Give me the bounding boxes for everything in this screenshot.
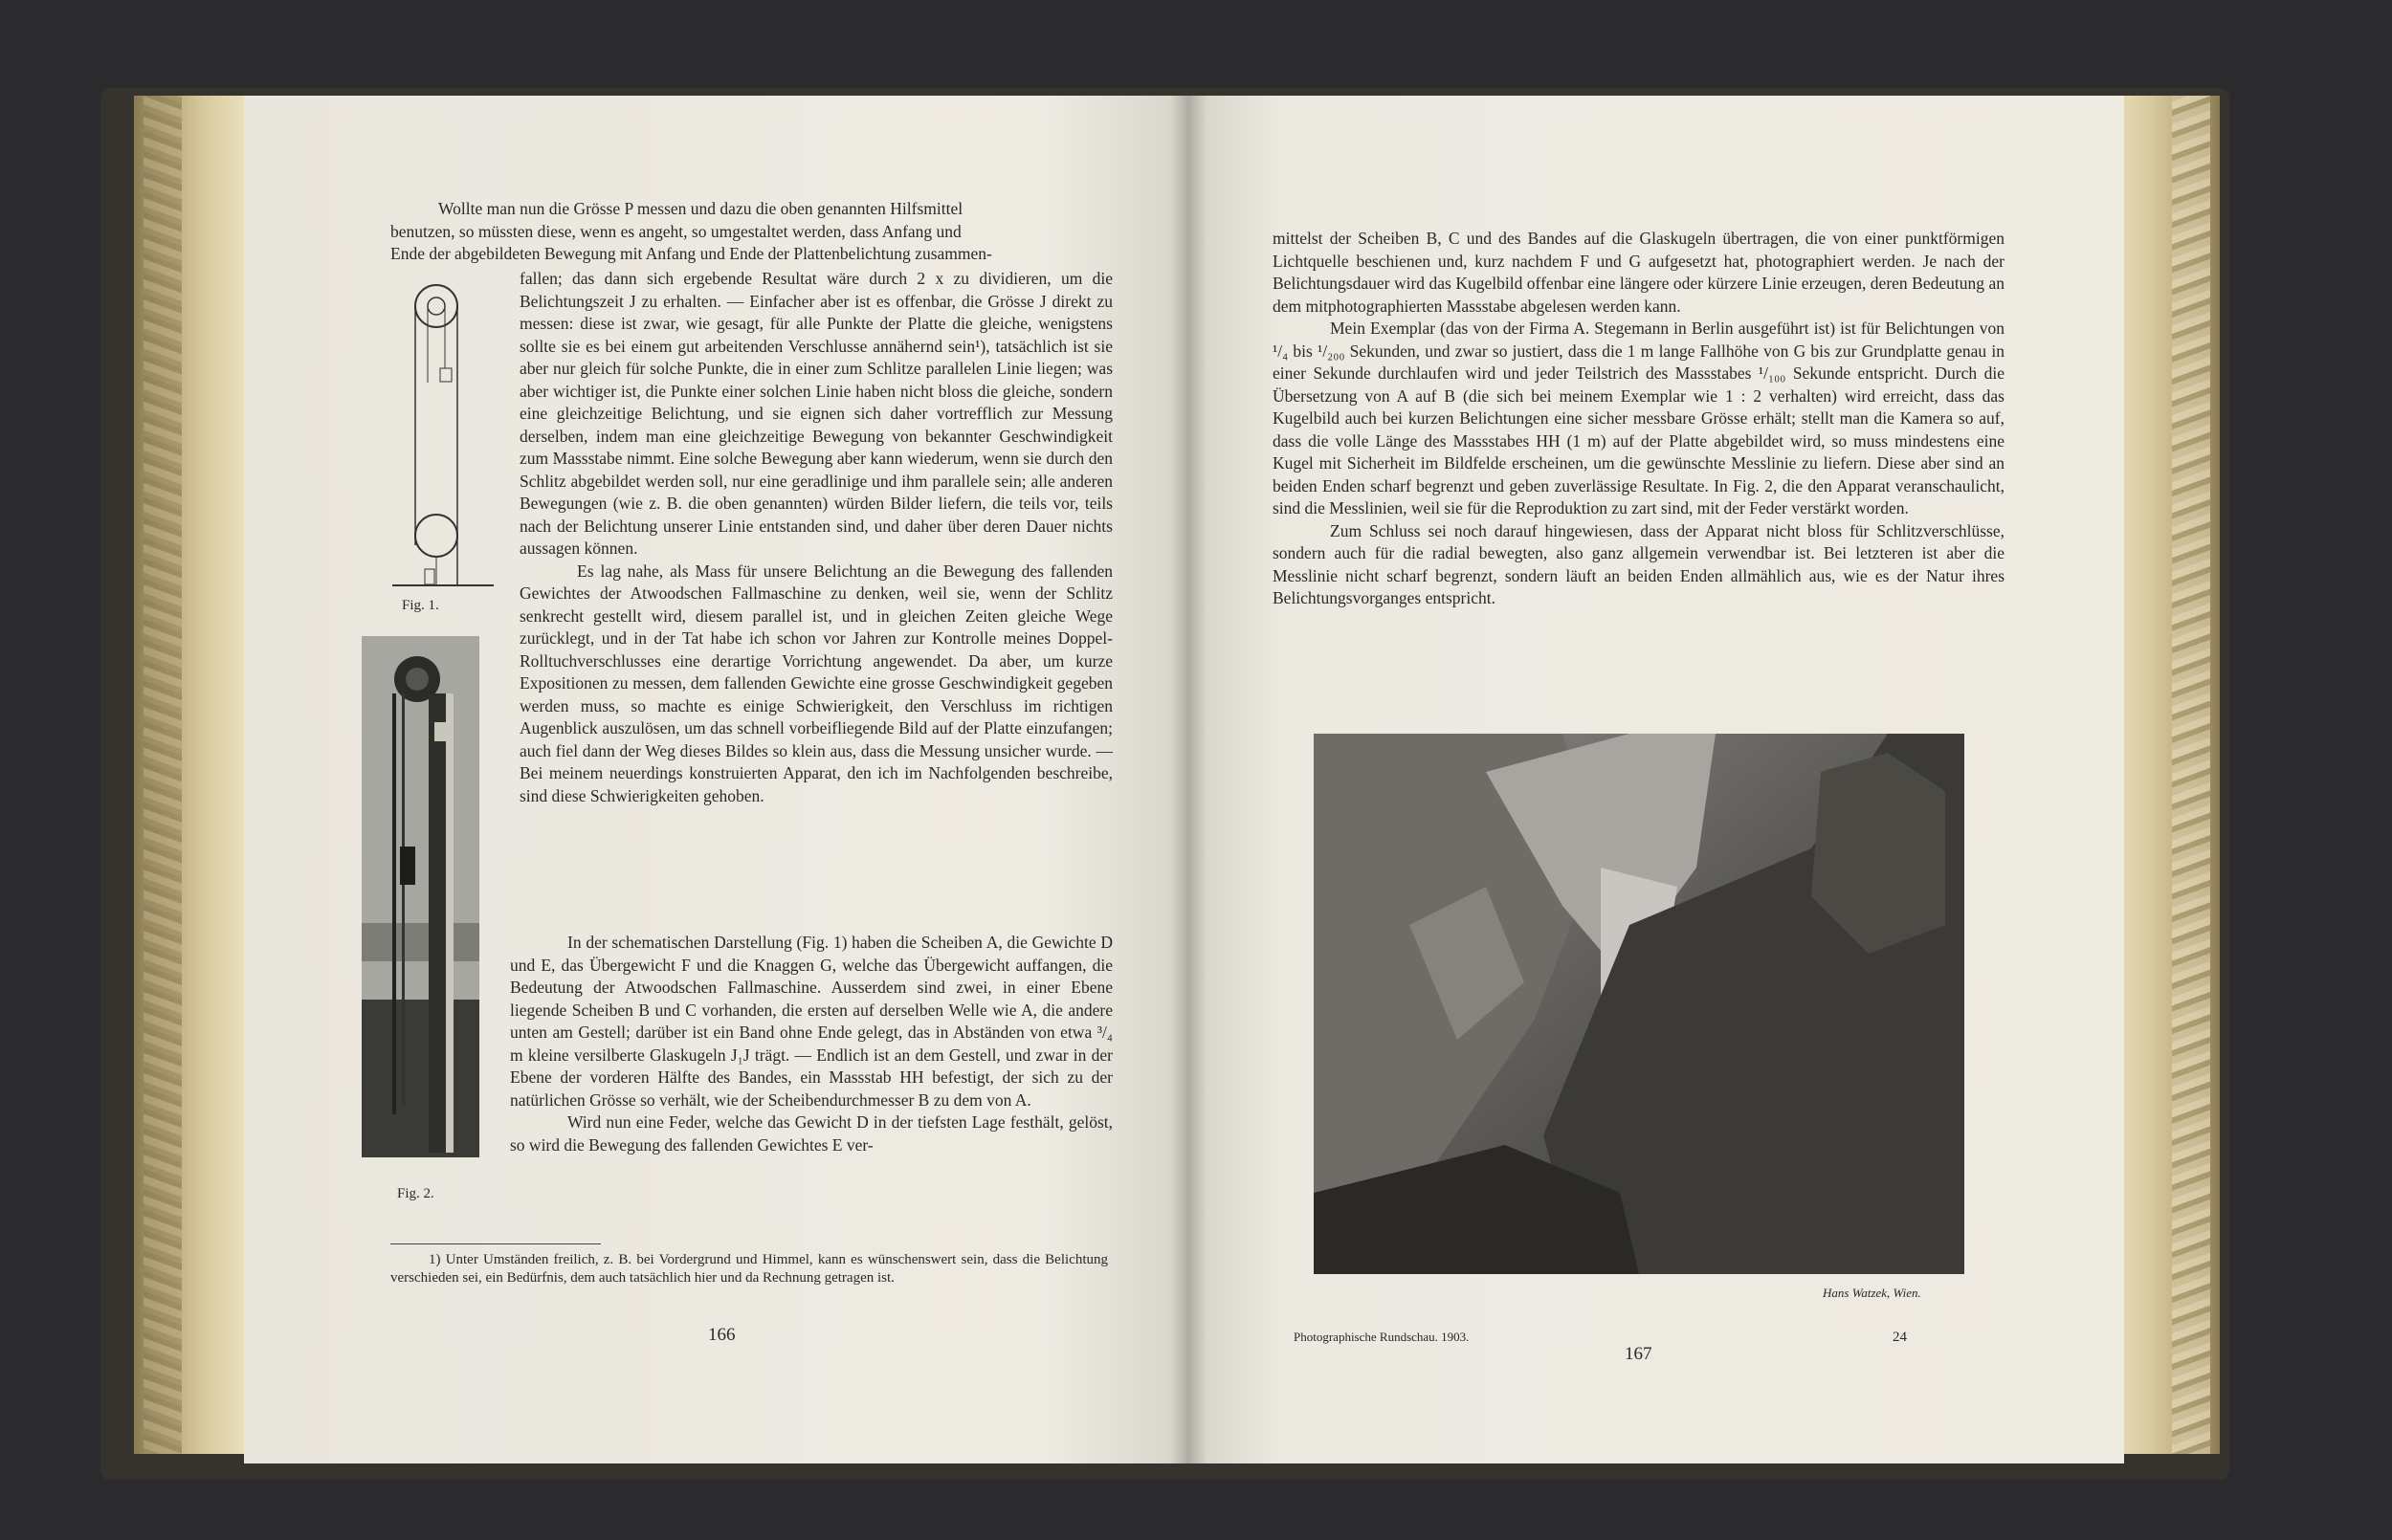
footnote <box>390 1251 1108 1287</box>
marbled-edge-right <box>2172 96 2210 1454</box>
marbled-edge-left <box>144 96 182 1454</box>
fig1-schematic-diagram <box>390 277 496 603</box>
book-gutter <box>1169 96 1207 1463</box>
page-number-right: 167 <box>1625 1344 1652 1364</box>
text-line: Ende der abgebildeten Bewegung mit Anfang und Ende der Plattenbelichtung zusammen- <box>390 244 992 263</box>
left-page-body-lower <box>510 932 1113 1156</box>
right-page-body <box>1273 228 2004 610</box>
footnote-text: 1) Unter Umständen freilich, z. B. bei Vordergrund und Himmel, kann es wünschenswert sein, dass die Belichtung verschieden sei, ein Bedürfnis, dem auch tatsächlich hier und da Rechnung getragen ist. <box>390 1252 1108 1286</box>
text-line: Wollte man nun die Grösse P messen und dazu die oben genannten Hilfsmittel <box>438 199 963 218</box>
footnote-rule <box>390 1243 601 1244</box>
fig1-caption: Fig. 1. <box>402 598 439 613</box>
paragraph: Mein Exemplar (das von der Firma A. Stegemann in Berlin ausgeführt ist) ist für Belichtungen von ¹/₄ bis ¹/₂₀₀ Sekunden, und zwar so justiert, dass die 1 m lange Fallhöhe von G bis zur Grundplatte genau in einer Sekunde durchlaufen wird und jeder Teilstrich des Massstabes ¹/₁₀₀ Sekunde entspricht. Durch die Übersetzung von A auf B (die sich bei meinem Exemplar wie 1 : 2 verhalten) wird erreicht, dass das Kugelbild auch bei kurzen Belichtungen eine sicher messbare Grösse erhält; stellt man die Kamera so auf, dass die volle Länge des Massstabes HH (1 m) auf der Platte abgebildet wird, so muss mindestens eine Kugel mit Sicherheit im Bildfelde erscheinen, um die gewünschte Messlinie zu liefern. Diese aber sind an beiden Enden scharf begrenzt und geben zuverlässige Resultate. In Fig. 2, die den Apparat veranschaulicht, sind die Messlinien, weil sie für die Reproduktion zu zart sind, mit der Feder verstärkt worden. <box>1273 319 2004 517</box>
paragraph: Es lag nahe, als Mass für unsere Belichtung an die Bewegung des fallenden Gewichtes der Atwoodschen Fallmaschine zu denken, weil sie, wenn der Schlitz senkrecht gestellt wird, diesem parallel ist, und in gleichen Zeiten gleiche Wege zurücklegt, und in der Tat habe ich schon vor Jahren zur Kontrolle meines Doppel-Rolltuchverschlusses eine derartige Vorrichtung angewendet. Da aber, um kurze Expositionen zu messen, dem fallenden Gewichte eine grosse Geschwindigkeit gegeben werden muss, so machte es einige Schwierigkeit, den Verschluss im richtigen Augenblick auszulösen, um das schnell vorbeifliegende Bild auf der Platte einzufangen; auch fiel dann der Weg dieses Bildes so klein aus, dass die Messung unsicher wurde. — Bei meinem neuerdings konstruierten Apparat, den ich im Nachfolgenden beschreibe, sind diese Schwierigkeiten gehoben. <box>520 561 1113 805</box>
photo-credit: Hans Watzek, Wien. <box>1823 1286 1921 1300</box>
left-page-body <box>520 268 1113 807</box>
page-number-left: 166 <box>708 1325 736 1345</box>
paragraph: In der schematischen Darstellung (Fig. 1) haben die Scheiben A, die Gewichte D und E, das Übergewicht F und die Knaggen G, welche das Übergewicht auffangen, die Bedeutung der Atwoodschen Fallmaschine. Ausserdem sind zwei, in einer Ebene liegende Scheiben B und C vorhanden, die ersten auf derselben Welle wie A, die andere unten am Gestell; darüber ist ein Band ohne Ende gelegt, das in Abständen von etwa ³/₄ m kleine versilberte Glaskugeln J₁J trägt. — Endlich ist an dem Gestell, und zwar in der Ebene der vorderen Hälfte des Bandes, ein Massstab HH befestigt, der sich zu der natürlichen Grösse so verhält, wie der Scheibendurchmesser B zu dem von A. <box>510 933 1113 1110</box>
paragraph: mittelst der Scheiben B, C und des Bandes auf die Glaskugeln übertragen, die von einer punktförmigen Lichtquelle beschienen und, kurz nachdem F und G aufgesetzt hat, photographiert werden. Je nach der Belichtungsdauer wird das Kugelbild offenbar eine längere oder kürzere Linie erzeugen, deren Bedeutung an dem mitphotographierten Massstabe abgelesen werden kann. <box>1273 229 2004 316</box>
fig2-caption: Fig. 2. <box>397 1186 434 1201</box>
signature-number: 24 <box>1893 1330 1907 1345</box>
paragraph: Zum Schluss sei noch darauf hingewiesen, dass der Apparat nicht bloss für Schlitzverschlüsse, sondern auch für die radial bewegten, also ganz allgemein verwendbar ist. Bei letzteren ist aber die Messlinie nicht scharf begrenzt, sondern läuft an beiden Enden allmählich aus, wie es der Natur ihres Belichtungsvorganges entspricht. <box>1273 520 2004 607</box>
paragraph: fallen; das dann sich ergebende Resultat wäre durch 2 x zu dividieren, um die Belichtungszeit J zu erhalten. — Einfacher aber ist es offenbar, die Grösse J direkt zu messen: diese ist zwar, wie gesagt, für alle Punkte der Platte die gleiche, wenigstens sollte sie es bei einem gut arbeitenden Verschlusse annähernd sein¹), tatsächlich ist sie aber nur gleich für solche Punkte, die in einer zum Schlitze parallelen Linie liegen; was aber wichtiger ist, die Punkte einer solchen Linie haben nicht bloss die gleiche, sondern eine gleichzeitige Belichtung, und sie eignen sich daher vortrefflich zur Messung derselben, indem man eine gleichzeitige Bewegung von bekannter Geschwindigkeit zum Massstabe nimmt. Eine solche Bewegung aber kann wiederum, wenn sie durch den Schlitz abgebildet werden soll, nur eine geradlinige und ihm parallele sein; alle anderen Bewegungen (wie z. B. die oben genannten) würden Bilder liefern, die teils vor, teils nach der Belichtung unserer Linie entstanden sind, und daher über deren Dauer nichts aussagen können. <box>520 269 1113 558</box>
left-page-top-lines <box>390 198 1113 266</box>
landscape-rock-photo <box>1314 734 1964 1274</box>
paragraph: Wird nun eine Feder, welche das Gewicht D in der tiefsten Lage festhält, gelöst, so wird die Bewegung des fallenden Gewichtes E ver- <box>510 1112 1113 1155</box>
journal-name: Photographische Rundschau. 1903. <box>1294 1330 1470 1344</box>
text-line: benutzen, so müssten diese, wenn es angeht, so umgestaltet werden, dass Anfang und <box>390 221 962 241</box>
fig2-apparatus-photo <box>362 636 479 1157</box>
